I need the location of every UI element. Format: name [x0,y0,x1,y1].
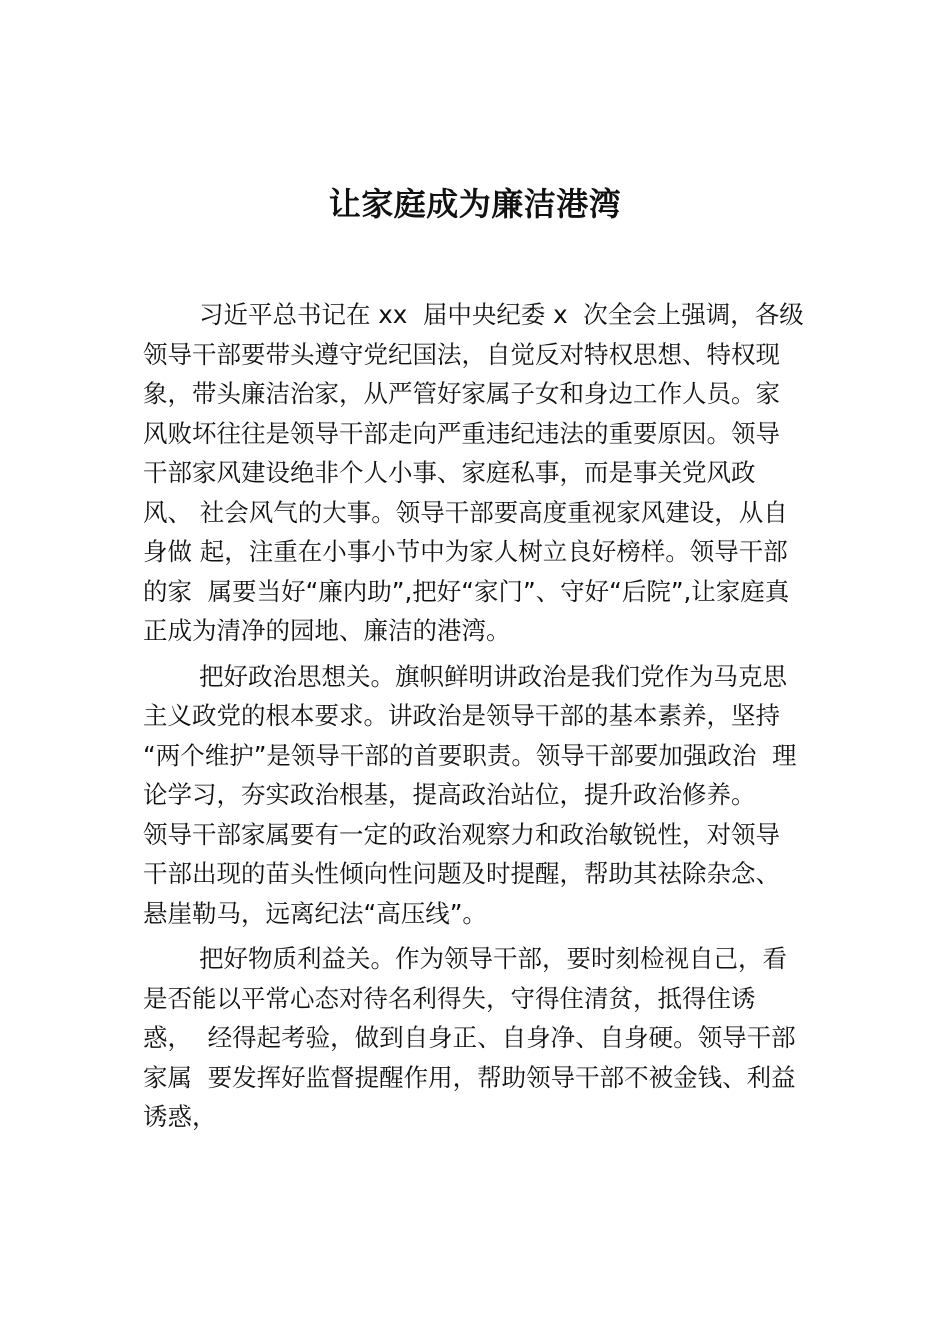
paragraph-line: 身做 起，注重在小事小节中为家人树立良好榜样。领导干部 [143,537,788,566]
paragraph-line: 诱惑， [143,1102,217,1131]
paragraph-line: 是否能以平常心态对待名利得失，守得住清贫，抵得住诱 [143,983,756,1013]
paragraph-line: 正成为清净的园地、廉洁的港湾。 [143,616,511,645]
document-title: 让家庭成为廉洁港湾 [328,185,622,223]
paragraph-2 [143,657,818,934]
paragraph-line: 把好物质利益关。作为领导干部，要时刻检视自己，看 [199,944,787,973]
paragraph-1 [143,295,818,651]
paragraph-line: 悬崖勒马，远离纪法“高压线”。 [143,898,487,928]
paragraph-line: 论学习，夯实政治根基，提高政治站位，提升政治修养。 [143,780,756,809]
paragraph-line: 把好政治思想关。旗帜鲜明讲政治是我们党作为马克思 [199,661,787,691]
paragraph-line: 风败坏往往是领导干部走向严重违纪违法的重要原因。领导 [143,418,780,448]
paragraph-line: 干部家风建设绝非个人小事、家庭私事，而是事关党风政 [143,458,756,487]
paragraph-line: 领导干部要带头遵守党纪国法，自觉反对特权思想、特权现 [143,339,780,369]
paragraph-line: 领导干部家属要有一定的政治观察力和政治敏锐性，对领导 [143,819,780,849]
paragraph-line: 习近平总书记在 xx 届中央纪委 x 次全会上强调，各级 [199,300,804,329]
paragraph-line: 风、 社会风气的大事。领导干部要高度重视家风建设，从自 [143,497,788,527]
paragraph-line: 象，带头廉洁治家，从严管好家属子女和身边工作人员。家 [143,379,780,408]
document-body [143,295,818,1143]
paragraph-line: “两个维护”是领导干部的首要职责。领导干部要加强政治 理 [143,740,797,770]
paragraph-line: 的家 属要当好“廉内助”,把好“家门”、守好“后院”,让家庭真 [143,576,790,606]
paragraph-3 [143,939,818,1137]
paragraph-line: 家属 要发挥好监督提醒作用，帮助领导干部不被金钱、利益 [143,1062,796,1092]
paragraph-line: 干部出现的苗头性倾向性问题及时提醒，帮助其祛除杂念、 [143,859,780,888]
paragraph-line: 主义政党的根本要求。讲政治是领导干部的基本素养，坚持 [143,701,780,730]
paragraph-line: 惑， 经得起考验，做到自身正、自身净、自身硬。领导干部 [143,1023,796,1052]
